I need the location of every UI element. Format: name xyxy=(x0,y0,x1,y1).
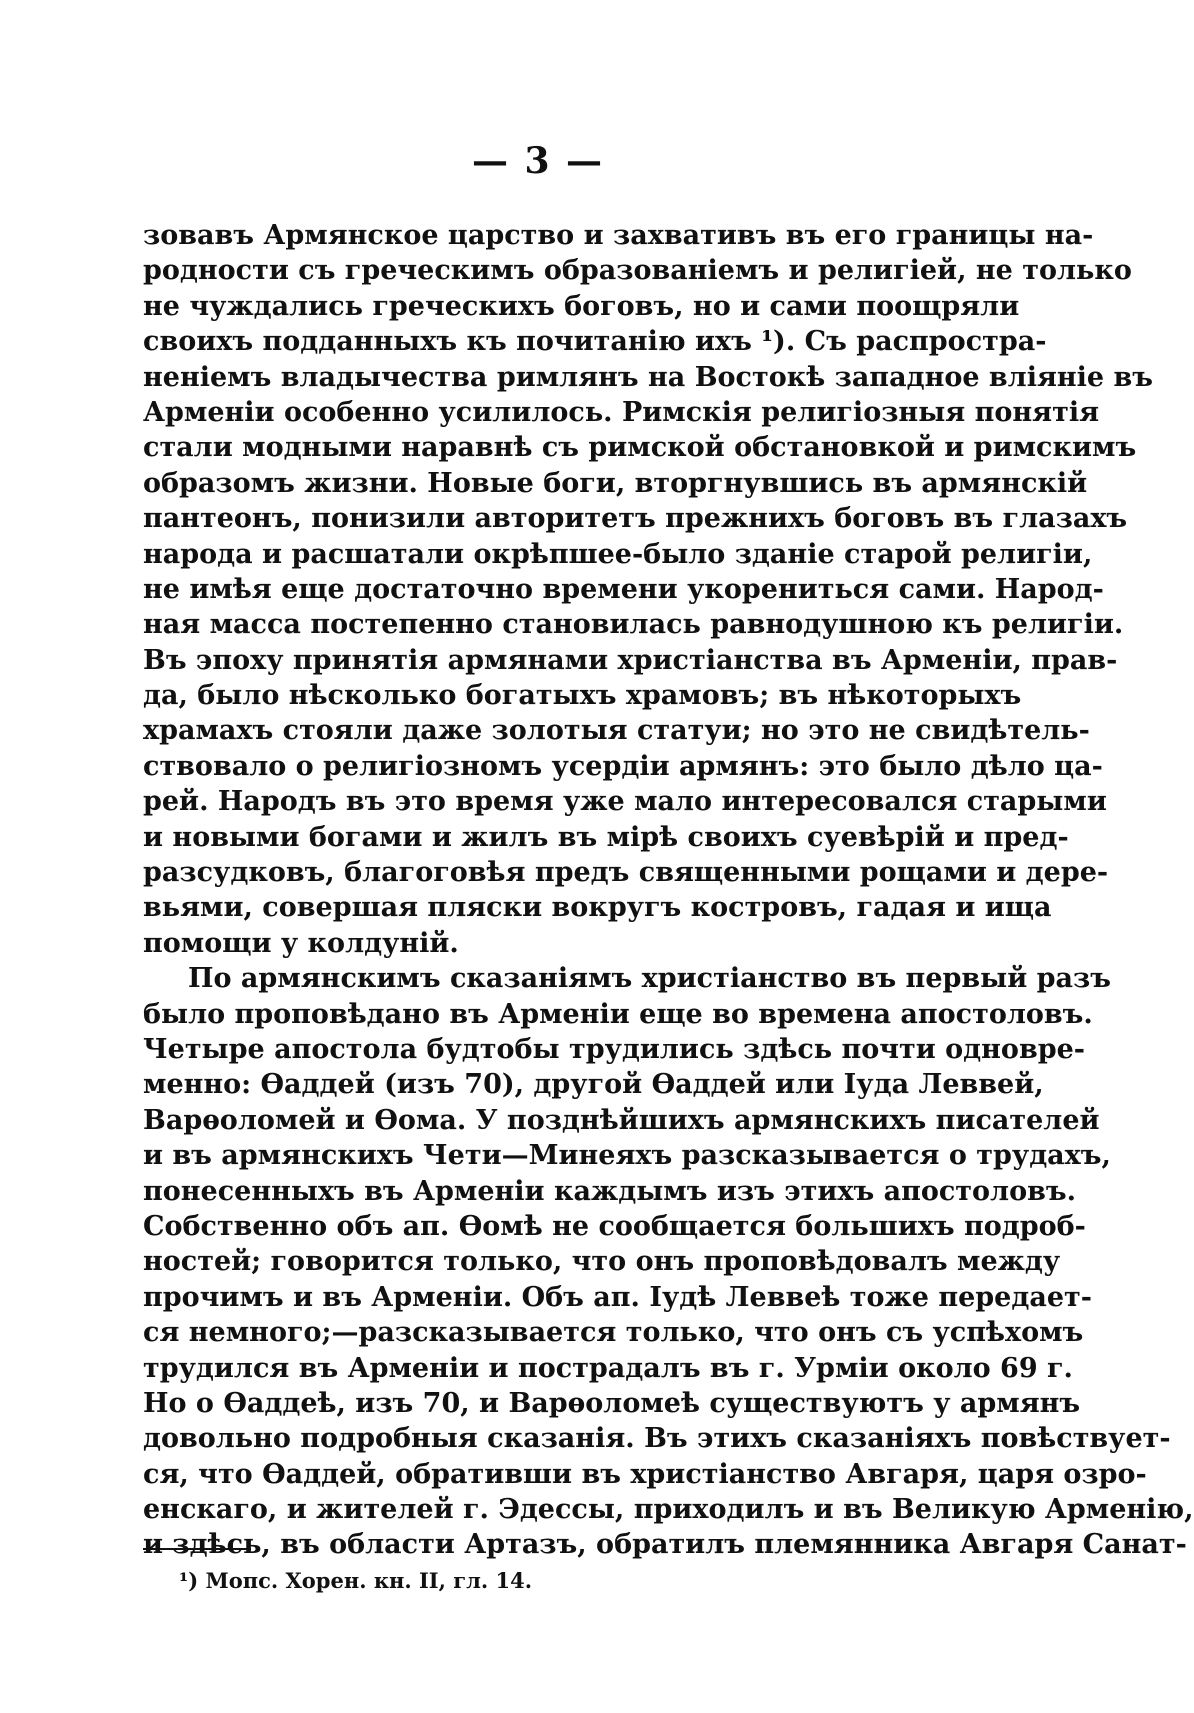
body-text xyxy=(143,218,1194,1563)
text-line: понесенныхъ въ Арменіи каждымъ изъ этихъ апостоловъ. xyxy=(143,1175,1076,1207)
text-line: было проповѣдано въ Арменіи еще во времена апостоловъ. xyxy=(143,998,1093,1030)
text-line: Варѳоломей и Ѳома. У позднѣйшихъ армянскихъ писателей xyxy=(143,1104,1100,1136)
text-line: довольно подробныя сказанія. Въ этихъ сказаніяхъ повѣствует- xyxy=(143,1423,1171,1455)
text-line: зовавъ Армянское царство и захвативъ въ его границы на- xyxy=(143,220,1094,251)
text-line: рей. Народъ въ это время уже мало интересовался старыми xyxy=(143,786,1107,818)
text-line: Въ эпоху принятія армянами христіанства въ Арменіи, прав- xyxy=(143,644,1118,676)
text-line: храмахъ стояли даже золотыя статуи; но это не свидѣтель- xyxy=(143,715,1090,747)
text-line: ствовало о религіозномъ усердіи армянъ: это было дѣло ца- xyxy=(143,750,1103,782)
text-line: ся, что Ѳаддей, обративши въ христіанство Авгаря, царя озро- xyxy=(143,1458,1147,1490)
text-line: ностей; говорится только, что онъ проповѣдовалъ между xyxy=(143,1246,1061,1278)
text-line: Арменіи особенно усилилось. Римскія религіозныя понятія xyxy=(143,396,1100,428)
text-line: не чуждались греческихъ боговъ, но и сами поощряли xyxy=(143,290,1020,322)
text-line: пантеонъ, понизили авторитетъ прежнихъ боговъ въ глазахъ xyxy=(143,503,1128,535)
text-line: енскаго, и жителей г. Эдессы, приходилъ и въ Великую Арменію, xyxy=(143,1494,1194,1526)
text-line: Но о Ѳаддеѣ, изъ 70, и Варѳоломеѣ существуютъ у армянъ xyxy=(143,1387,1081,1419)
text-line: своихъ подданныхъ къ почитанію ихъ ¹). Съ распростра- xyxy=(143,326,1047,358)
text-line: родности съ греческимъ образованіемъ и религіей, не только xyxy=(143,255,1132,287)
text-line: Четыре апостола будтобы трудились здѣсь почти одновре- xyxy=(143,1033,1085,1065)
text-line: ся немного;—разсказывается только, что онъ съ успѣхомъ xyxy=(143,1317,1084,1349)
text-line: неніемъ владычества римлянъ на Востокѣ западное вліяніе въ xyxy=(143,361,1153,393)
text-line: и новыми богами и жилъ въ мірѣ своихъ суевѣрій и пред- xyxy=(143,821,1069,853)
text-line: образомъ жизни. Новые боги, вторгнувшись въ армянскій xyxy=(143,467,1088,499)
page-number: — 3 — xyxy=(471,140,605,182)
text-line: помощи у колдуній. xyxy=(143,927,459,959)
text-line: стали модными наравнѣ съ римской обстановкой и римскимъ xyxy=(143,432,1137,464)
footnote-divider xyxy=(143,1548,251,1550)
text-line: менно: Ѳаддей (изъ 70), другой Ѳаддей или Іуда Леввей, xyxy=(143,1069,1044,1101)
text-line: вьями, совершая пляски вокругъ костровъ, гадая и ища xyxy=(143,892,1052,924)
footnote: ¹) Мопс. Хорен. кн. II, гл. 14. xyxy=(179,1568,533,1593)
text-line: трудился въ Арменіи и пострадалъ въ г. Урміи около 69 г. xyxy=(143,1352,1073,1384)
text-line: По армянскимъ сказаніямъ христіанство въ первый разъ xyxy=(188,963,1111,995)
text-line: да, было нѣсколько богатыхъ храмовъ; въ нѣкоторыхъ xyxy=(143,680,1022,712)
text-line: и въ армянскихъ Чети—Минеяхъ разсказывается о трудахъ, xyxy=(143,1140,1111,1172)
text-line: не имѣя еще достаточно времени укорениться сами. Народ- xyxy=(143,573,1104,605)
text-line: ная масса постепенно становилась равнодушною къ религіи. xyxy=(143,609,1124,641)
text-line: разсудковъ, благоговѣя предъ священными рощами и дере- xyxy=(143,857,1109,889)
text-line: и здѣсь, въ области Артазъ, обратилъ племянника Авгаря Санат- xyxy=(143,1529,1187,1561)
text-line: прочимъ и въ Арменіи. Объ ап. Іудѣ Леввеѣ тоже передает- xyxy=(143,1281,1092,1313)
text-line: народа и расшатали окрѣпшее-было зданіе старой религіи, xyxy=(143,538,1093,570)
text-line: Собственно объ ап. Ѳомѣ не сообщается большихъ подроб- xyxy=(143,1210,1086,1242)
